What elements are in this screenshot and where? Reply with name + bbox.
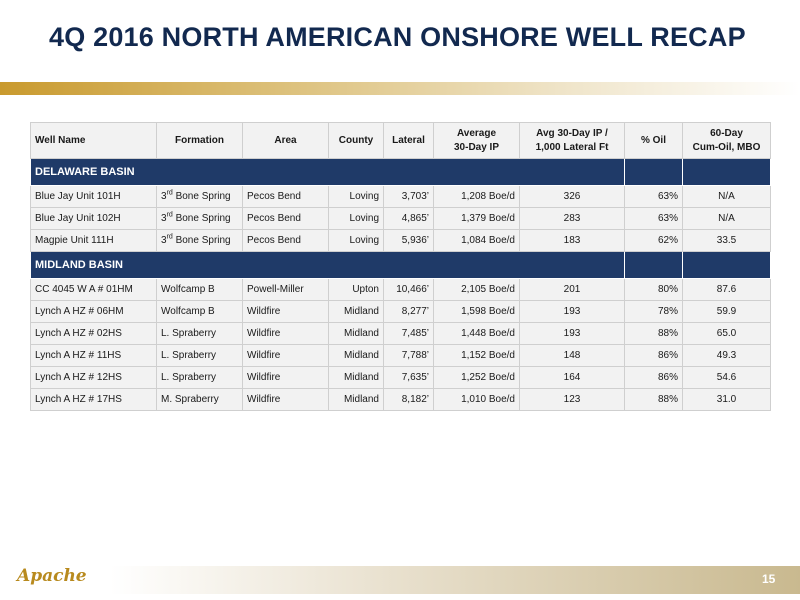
cell-ip-per-ft: 193 (520, 323, 625, 345)
cell-well-name: Lynch A HZ # 12HS (31, 367, 157, 389)
page-number: 15 (762, 572, 776, 586)
cell-well-name: Magpie Unit 111H (31, 230, 157, 252)
col-header-ip-per-ft: Avg 30-Day IP / 1,000 Lateral Ft (520, 123, 625, 159)
col-header-formation: Formation (157, 123, 243, 159)
cell-cum-oil: 49.3 (683, 345, 771, 367)
cell-area: Wildfire (243, 389, 329, 411)
cell-county: Loving (329, 208, 384, 230)
cell-avg-ip: 1,152 Boe/d (434, 345, 520, 367)
table-row (31, 323, 771, 345)
cell-county: Midland (329, 301, 384, 323)
cell-well-name: Blue Jay Unit 102H (31, 208, 157, 230)
cell-well-name: Lynch A HZ # 06HM (31, 301, 157, 323)
cell-formation: L. Spraberry (157, 323, 243, 345)
cell-formation: Wolfcamp B (157, 301, 243, 323)
cell-area: Wildfire (243, 323, 329, 345)
cell-cum-oil: 54.6 (683, 367, 771, 389)
cell-county: Midland (329, 345, 384, 367)
cell-well-name: Lynch A HZ # 02HS (31, 323, 157, 345)
cell-well-name: Lynch A HZ # 17HS (31, 389, 157, 411)
cell-avg-ip: 1,084 Boe/d (434, 230, 520, 252)
cell-area: Wildfire (243, 367, 329, 389)
cell-county: Midland (329, 389, 384, 411)
cell-lateral: 8,182’ (384, 389, 434, 411)
cell-avg-ip: 1,252 Boe/d (434, 367, 520, 389)
cell-pct-oil: 62% (625, 230, 683, 252)
cell-formation: L. Spraberry (157, 367, 243, 389)
cell-area: Wildfire (243, 345, 329, 367)
basin-header-row (31, 252, 771, 279)
cell-lateral: 7,635’ (384, 367, 434, 389)
cell-ip-per-ft: 148 (520, 345, 625, 367)
cell-pct-oil: 88% (625, 323, 683, 345)
cell-pct-oil: 86% (625, 345, 683, 367)
col-header-pct-oil: % Oil (625, 123, 683, 159)
cell-area: Pecos Bend (243, 208, 329, 230)
cell-cum-oil: 33.5 (683, 230, 771, 252)
cell-lateral: 10,466’ (384, 279, 434, 301)
table-row (31, 186, 771, 208)
table-header-row (31, 123, 771, 159)
cell-ip-per-ft: 164 (520, 367, 625, 389)
table-row (31, 208, 771, 230)
cell-county: Midland (329, 367, 384, 389)
cell-area: Pecos Bend (243, 230, 329, 252)
cell-cum-oil: 87.6 (683, 279, 771, 301)
cell-area: Pecos Bend (243, 186, 329, 208)
cell-pct-oil: 78% (625, 301, 683, 323)
col-header-cum-oil: 60-Day Cum-Oil, MBO (683, 123, 771, 159)
table-row (31, 367, 771, 389)
cell-lateral: 8,277’ (384, 301, 434, 323)
cell-formation: 3rd Bone Spring (157, 186, 243, 208)
cell-cum-oil: N/A (683, 186, 771, 208)
table-row (31, 301, 771, 323)
basin-header-empty-cell (683, 252, 771, 279)
cell-lateral: 3,703’ (384, 186, 434, 208)
basin-header-empty-cell (683, 159, 771, 186)
cell-county: Midland (329, 323, 384, 345)
cell-pct-oil: 86% (625, 367, 683, 389)
cell-lateral: 7,485’ (384, 323, 434, 345)
cell-ip-per-ft: 123 (520, 389, 625, 411)
cell-lateral: 5,936’ (384, 230, 434, 252)
table-row (31, 345, 771, 367)
cell-county: Loving (329, 186, 384, 208)
cell-avg-ip: 1,010 Boe/d (434, 389, 520, 411)
cell-well-name: CC 4045 W A # 01HM (31, 279, 157, 301)
table-row (31, 389, 771, 411)
cell-pct-oil: 63% (625, 208, 683, 230)
footer-bar (110, 566, 800, 594)
cell-pct-oil: 63% (625, 186, 683, 208)
col-header-avg-ip: Average 30-Day IP (434, 123, 520, 159)
cell-avg-ip: 1,208 Boe/d (434, 186, 520, 208)
cell-ip-per-ft: 201 (520, 279, 625, 301)
cell-avg-ip: 1,598 Boe/d (434, 301, 520, 323)
cell-ip-per-ft: 183 (520, 230, 625, 252)
basin-name: DELAWARE BASIN (31, 159, 625, 186)
cell-avg-ip: 1,379 Boe/d (434, 208, 520, 230)
cell-county: Loving (329, 230, 384, 252)
cell-well-name: Blue Jay Unit 101H (31, 186, 157, 208)
basin-header-row (31, 159, 771, 186)
basin-header-empty-cell (625, 252, 683, 279)
cell-avg-ip: 1,448 Boe/d (434, 323, 520, 345)
cell-ip-per-ft: 193 (520, 301, 625, 323)
col-header-area: Area (243, 123, 329, 159)
cell-pct-oil: 80% (625, 279, 683, 301)
cell-ip-per-ft: 283 (520, 208, 625, 230)
col-header-lateral: Lateral (384, 123, 434, 159)
cell-formation: 3rd Bone Spring (157, 230, 243, 252)
basin-name: MIDLAND BASIN (31, 252, 625, 279)
cell-formation: 3rd Bone Spring (157, 208, 243, 230)
cell-formation: M. Spraberry (157, 389, 243, 411)
cell-pct-oil: 88% (625, 389, 683, 411)
cell-cum-oil: N/A (683, 208, 771, 230)
col-header-county: County (329, 123, 384, 159)
cell-county: Upton (329, 279, 384, 301)
page-title: 4Q 2016 NORTH AMERICAN ONSHORE WELL RECAP (49, 22, 746, 52)
cell-ip-per-ft: 326 (520, 186, 625, 208)
cell-area: Powell-Miller (243, 279, 329, 301)
cell-cum-oil: 65.0 (683, 323, 771, 345)
cell-formation: Wolfcamp B (157, 279, 243, 301)
table-row (31, 279, 771, 301)
basin-header-empty-cell (625, 159, 683, 186)
cell-cum-oil: 59.9 (683, 301, 771, 323)
cell-lateral: 7,788’ (384, 345, 434, 367)
cell-area: Wildfire (243, 301, 329, 323)
well-recap-table (30, 122, 771, 411)
cell-formation: L. Spraberry (157, 345, 243, 367)
cell-cum-oil: 31.0 (683, 389, 771, 411)
table-row (31, 230, 771, 252)
cell-lateral: 4,865’ (384, 208, 434, 230)
apache-logo: Apache (17, 566, 87, 586)
title-accent-bar (0, 82, 800, 95)
col-header-well-name: Well Name (31, 123, 157, 159)
cell-well-name: Lynch A HZ # 11HS (31, 345, 157, 367)
cell-avg-ip: 2,105 Boe/d (434, 279, 520, 301)
